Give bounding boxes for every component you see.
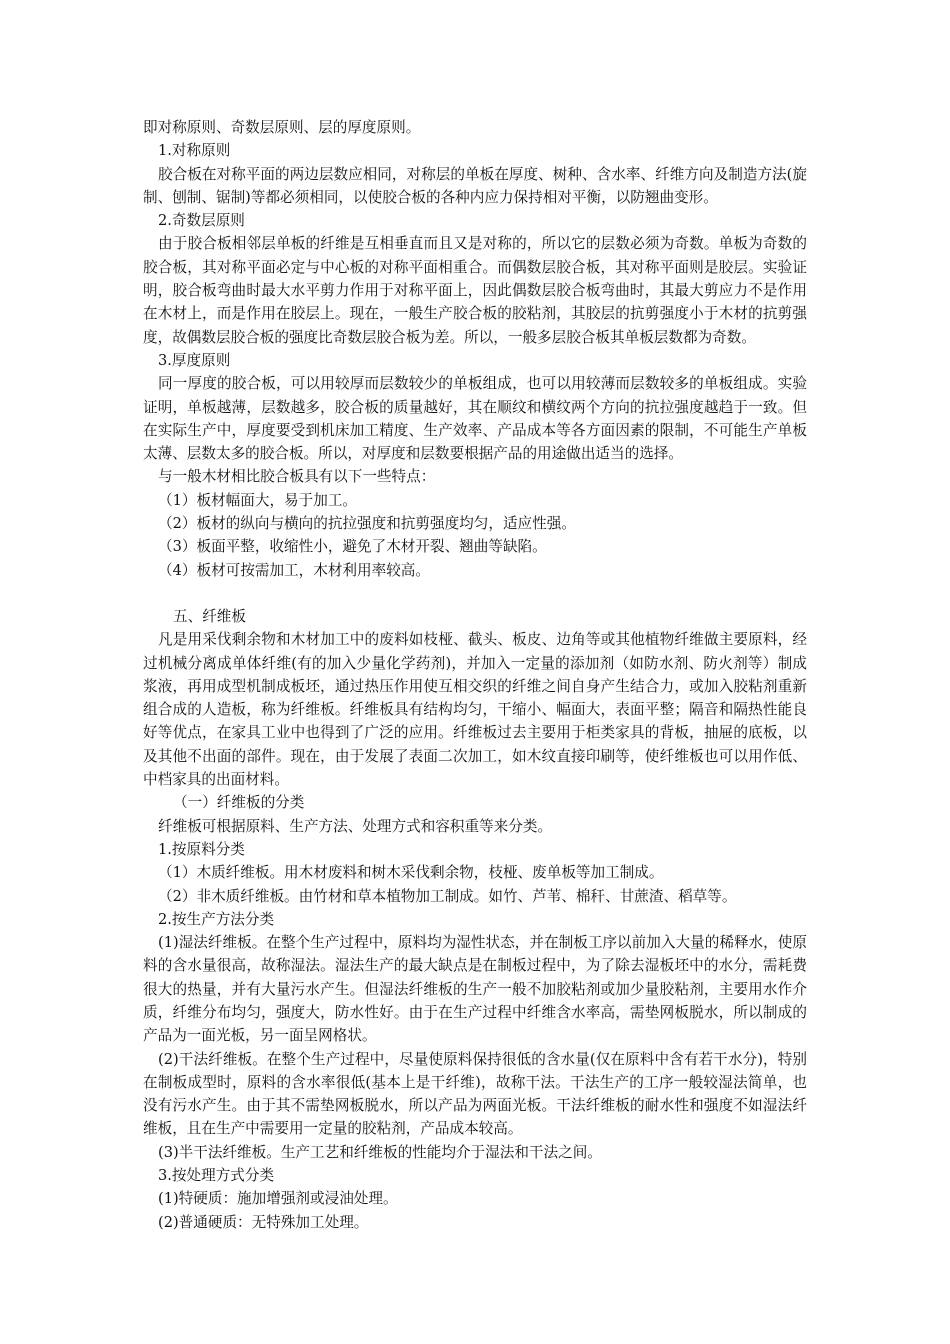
- paragraph: （1）板材幅面大，易于加工。: [158, 491, 358, 509]
- paragraph: 1.对称原则: [158, 142, 231, 160]
- paragraph: (3)半干法纤维板。生产工艺和纤维板的性能均介于湿法和干法之间。: [158, 1143, 602, 1161]
- paragraph: 2.奇数层原则: [158, 212, 245, 230]
- paragraph: （2）板材的纵向与横向的抗拉强度和抗剪强度均匀，适应性强。: [158, 515, 576, 533]
- paragraph: 同一厚度的胶合板，可以用较厚而层数较少的单板组成，也可以用较薄而层数较多的单板组成。实验证明，单板越薄，层数越多，胶合板的质量越好，其在顺纹和横纹两个方向的抗拉强度越趋于一致。但在实际生产中，厚度要受到机床加工精度、生产效率、产品成本等各方面因素的限制，不可能生产单板太薄、层数太多的胶合板。所以，对厚度和层数要根据产品的用途做出适当的选择。: [143, 375, 807, 463]
- paragraph: 纤维板可根据原料、生产方法、处理方式和容积重等来分类。: [158, 817, 553, 835]
- paragraph: （1）木质纤维板。用木材废料和树木采伐剩余物，枝桠、废单板等加工制成。: [158, 864, 664, 882]
- paragraph: 3.厚度原则: [158, 351, 231, 369]
- paragraph: 凡是用采伐剩余物和木材加工中的废料如枝桠、截头、板皮、边角等或其他植物纤维做主要原料，经过机械分离成单体纤维(有的加入少量化学药剂)，并加入一定量的添加剂（如防水剂、防火剂等）制成浆液，再用成型机制成板坯，通过热压作用使互相交织的纤维之间自身产生结合力，或加入胶粘剂重新组合成的人造板，称为纤维板。纤维板具有结构均匀，干缩小、幅面大，表面平整；隔音和隔热性能良好等优点，在家具工业中也得到了广泛的应用。纤维板过去主要用于柜类家具的背板，抽屉的底板，以及其他不出面的部件。现在，由于发展了表面二次加工，如木纹直接印刷等，使纤维板也可以用作低、中档家具的出面材料。: [143, 631, 807, 789]
- paragraph: (1)特硬质：施加增强剂或浸油处理。: [158, 1190, 398, 1208]
- paragraph: 3.按处理方式分类: [158, 1167, 275, 1185]
- paragraph: (1)湿法纤维板。在整个生产过程中，原料均为湿性状态，并在制板工序以前加入大量的稀释水，使原料的含水量很高，故称湿法。湿法生产的最大缺点是在制板过程中，为了除去湿板坯中的水分，需耗费很大的热量，并有大量污水产生。但湿法纤维板的生产一般不加胶粘剂或加少量胶粘剂，主要用水作介质，纤维分布均匀，强度大，防水性好。由于在生产过程中纤维含水率高，需垫网板脱水，所以制成的产品为一面光板，另一面呈网格状。: [143, 934, 807, 1045]
- paragraph: 与一般木材相比胶合板具有以下一些特点：: [158, 468, 436, 486]
- paragraph: 2.按生产方法分类: [158, 910, 275, 928]
- paragraph: 1.按原料分类: [158, 840, 245, 858]
- document-body: [143, 116, 807, 1234]
- paragraph: 由于胶合板相邻层单板的纤维是互相垂直而且又是对称的，所以它的层数必须为奇数。单板为奇数的胶合板，其对称平面必定与中心板的对称平面相重合。而偶数层胶合板，其对称平面则是胶层。实验证明，胶合板弯曲时最大水平剪力作用于对称平面上，因此偶数层胶合板弯曲时，其最大剪应力不是作用在木材上，而是作用在胶层上。现在，一般生产胶合板的胶粘剂，其胶层的抗剪强度小于木材的抗剪强度，故偶数层胶合板的强度比奇数层胶合板为差。所以，一般多层胶合板其单板层数都为奇数。: [143, 235, 807, 346]
- paragraph: （2）非木质纤维板。由竹材和草本植物加工制成。如竹、芦苇、棉秆、甘蔗渣、稻草等。: [158, 887, 737, 905]
- paragraph-gap: [143, 582, 807, 605]
- paragraph: (2)普通硬质：无特殊加工处理。: [158, 1213, 369, 1231]
- paragraph: 胶合板在对称平面的两边层数应相同，对称层的单板在厚度、树种、含水率、纤维方向及制造方法(旋制、刨制、锯制)等都必须相同，以使胶合板的各种内应力保持相对平衡，以防翘曲变形。: [143, 165, 807, 206]
- paragraph: 即对称原则、奇数层原则、层的厚度原则。: [143, 119, 421, 136]
- paragraph: （3）板面平整，收缩性小，避免了木材开裂、翘曲等缺陷。: [158, 538, 547, 556]
- paragraph: （一）纤维板的分类: [173, 794, 305, 812]
- paragraph: (2)干法纤维板。在整个生产过程中，尽量使原料保持很低的含水量(仅在原料中含有若干水分)，特别在制板成型时，原料的含水率很低(基本上是干纤维)，故称干法。干法生产的工序一般较湿法简单，也没有污水产生。由于其不需垫网板脱水，所以产品为两面光板。干法纤维板的耐水性和强度不如湿法纤维板，且在生产中需要用一定量的胶粘剂，产品成本较高。: [143, 1050, 807, 1138]
- paragraph: （4）板材可按需加工，木材利用率较高。: [158, 561, 430, 579]
- paragraph: 五、纤维板: [173, 607, 246, 625]
